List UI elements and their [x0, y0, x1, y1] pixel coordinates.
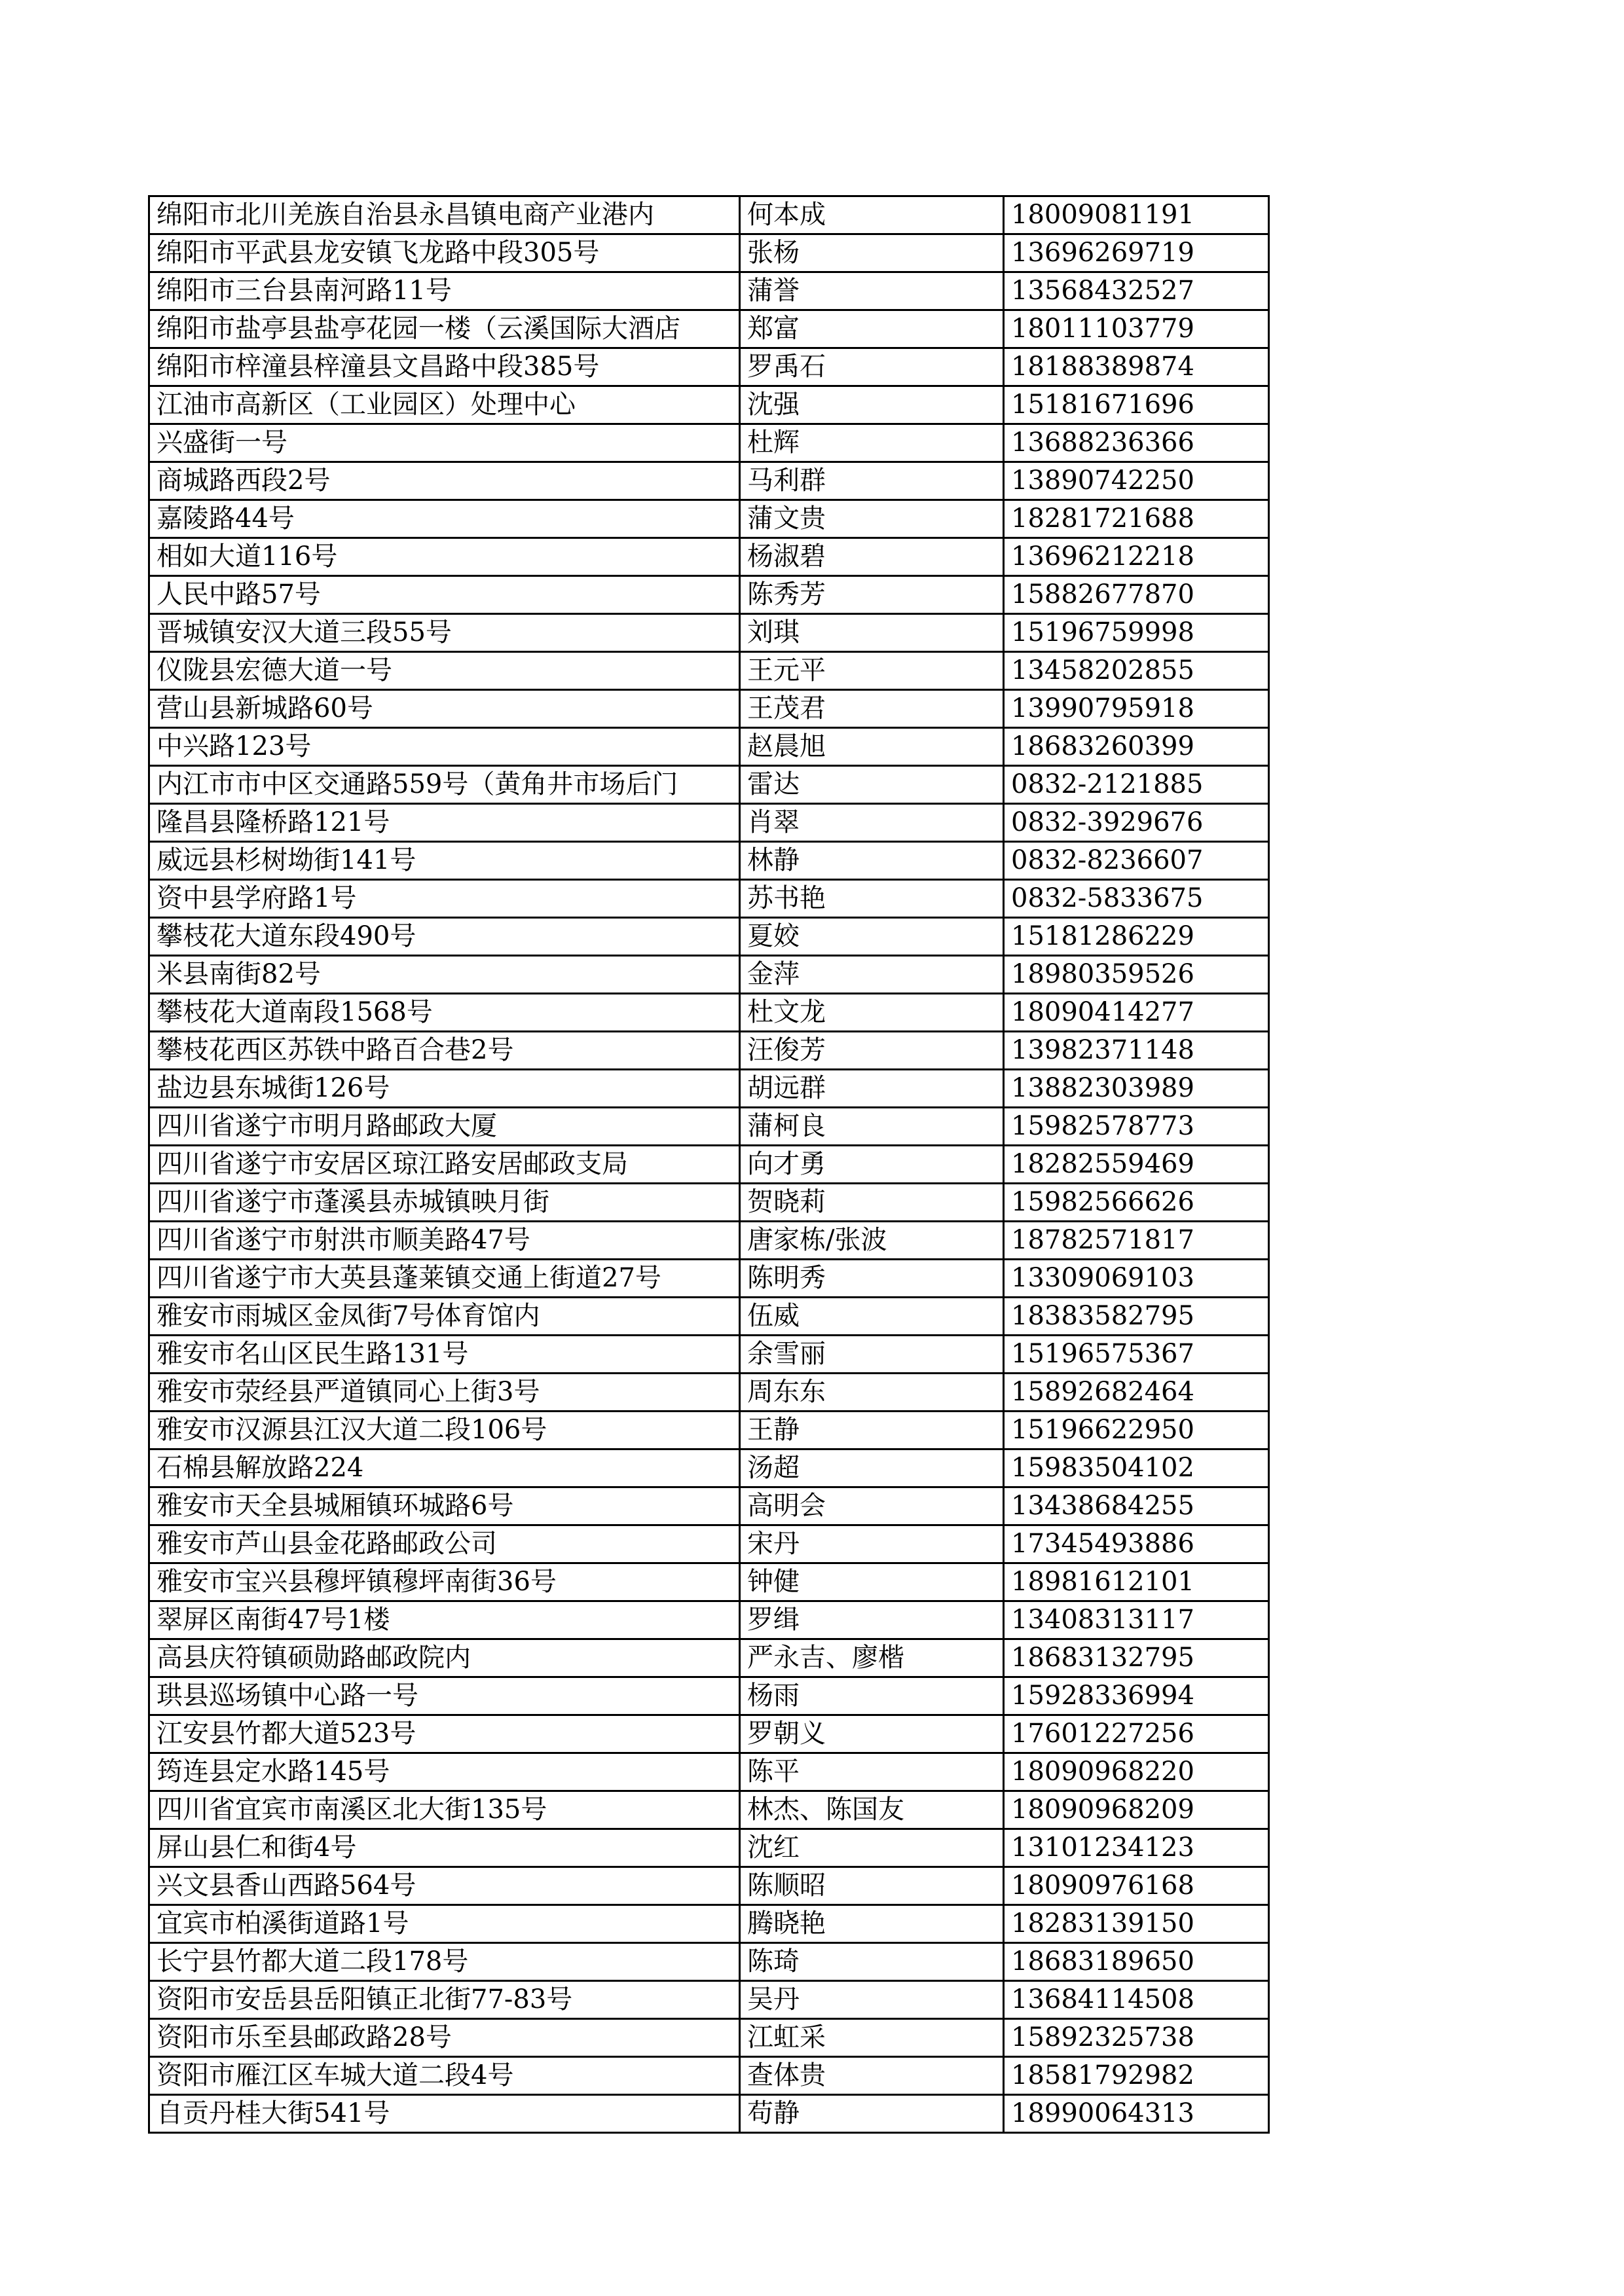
contact-name-cell[interactable]: 蒲柯良	[740, 1108, 1004, 1146]
phone-cell[interactable]: 13309069103	[1004, 1260, 1269, 1298]
contact-name-cell[interactable]: 罗缉	[740, 1601, 1004, 1639]
table-row	[149, 1601, 1269, 1639]
address-cell[interactable]: 盐边县东城街126号	[149, 1070, 740, 1108]
contact-name-cell[interactable]: 杨雨	[740, 1677, 1004, 1715]
table-row	[149, 614, 1269, 652]
contact-name-cell[interactable]: 林静	[740, 842, 1004, 880]
table-row	[149, 1753, 1269, 1791]
contact-name-cell[interactable]: 吴丹	[740, 1981, 1004, 2019]
table-row	[149, 1108, 1269, 1146]
table-row	[149, 576, 1269, 614]
table-row	[149, 1032, 1269, 1070]
phone-cell[interactable]: 18283139150	[1004, 1905, 1269, 1943]
table-row	[149, 1184, 1269, 1222]
phone-cell[interactable]: 15928336994	[1004, 1677, 1269, 1715]
table-row	[149, 880, 1269, 918]
contact-name-cell[interactable]: 王元平	[740, 652, 1004, 690]
address-cell[interactable]: 四川省宜宾市南溪区北大街135号	[149, 1791, 740, 1829]
phone-cell[interactable]: 0832-5833675	[1004, 880, 1269, 918]
address-cell[interactable]: 米县南街82号	[149, 956, 740, 994]
table-row	[149, 1070, 1269, 1108]
table-row	[149, 272, 1269, 310]
table-row	[149, 234, 1269, 272]
address-cell[interactable]: 石棉县解放路224	[149, 1449, 740, 1487]
contact-name-cell[interactable]: 肖翠	[740, 804, 1004, 842]
address-cell[interactable]: 仪陇县宏德大道一号	[149, 652, 740, 690]
phone-cell[interactable]: 18011103779	[1004, 310, 1269, 348]
phone-cell[interactable]: 0832-8236607	[1004, 842, 1269, 880]
contact-name-cell[interactable]: 何本成	[740, 196, 1004, 234]
table-row	[149, 424, 1269, 462]
address-cell[interactable]: 长宁县竹都大道二段178号	[149, 1943, 740, 1981]
contact-name-cell[interactable]: 汤超	[740, 1449, 1004, 1487]
address-cell[interactable]: 雅安市天全县城厢镇环城路6号	[149, 1487, 740, 1525]
phone-cell[interactable]: 18683132795	[1004, 1639, 1269, 1677]
contact-name-cell[interactable]: 夏姣	[740, 918, 1004, 956]
phone-cell[interactable]: 13882303989	[1004, 1070, 1269, 1108]
phone-cell[interactable]: 0832-3929676	[1004, 804, 1269, 842]
table-row	[149, 1639, 1269, 1677]
address-cell[interactable]: 威远县杉树坳街141号	[149, 842, 740, 880]
table-row	[149, 1412, 1269, 1449]
contact-name-cell[interactable]: 腾晓艳	[740, 1905, 1004, 1943]
address-cell[interactable]: 四川省遂宁市蓬溪县赤城镇映月街	[149, 1184, 740, 1222]
address-cell[interactable]: 绵阳市盐亭县盐亭花园一楼（云溪国际大酒店	[149, 310, 740, 348]
address-cell[interactable]: 绵阳市三台县南河路11号	[149, 272, 740, 310]
phone-cell[interactable]: 18188389874	[1004, 348, 1269, 386]
phone-cell[interactable]: 13982371148	[1004, 1032, 1269, 1070]
address-cell[interactable]: 屏山县仁和街4号	[149, 1829, 740, 1867]
phone-cell[interactable]: 18282559469	[1004, 1146, 1269, 1184]
contact-table	[148, 195, 1270, 2134]
contact-name-cell[interactable]: 赵晨旭	[740, 728, 1004, 766]
table-row	[149, 994, 1269, 1032]
contact-name-cell[interactable]: 陈明秀	[740, 1260, 1004, 1298]
address-cell[interactable]: 雅安市芦山县金花路邮政公司	[149, 1525, 740, 1563]
table-row	[149, 1905, 1269, 1943]
table-row	[149, 1487, 1269, 1525]
contact-name-cell[interactable]: 伍威	[740, 1298, 1004, 1336]
contact-name-cell[interactable]: 周东东	[740, 1374, 1004, 1412]
contact-name-cell[interactable]: 王茂君	[740, 690, 1004, 728]
phone-cell[interactable]: 18990064313	[1004, 2095, 1269, 2133]
address-cell[interactable]: 雅安市宝兴县穆坪镇穆坪南街36号	[149, 1563, 740, 1601]
phone-cell[interactable]: 18980359526	[1004, 956, 1269, 994]
phone-cell[interactable]: 13408313117	[1004, 1601, 1269, 1639]
address-cell[interactable]: 雅安市荥经县严道镇同心上街3号	[149, 1374, 740, 1412]
phone-cell[interactable]: 18683260399	[1004, 728, 1269, 766]
table-row	[149, 2095, 1269, 2133]
contact-name-cell[interactable]: 向才勇	[740, 1146, 1004, 1184]
phone-cell[interactable]: 13990795918	[1004, 690, 1269, 728]
table-row	[149, 1563, 1269, 1601]
contact-name-cell[interactable]: 贺晓莉	[740, 1184, 1004, 1222]
contact-name-cell[interactable]: 杜辉	[740, 424, 1004, 462]
phone-cell[interactable]: 18581792982	[1004, 2057, 1269, 2095]
address-cell[interactable]: 翠屏区南街47号1楼	[149, 1601, 740, 1639]
address-cell[interactable]: 雅安市名山区民生路131号	[149, 1336, 740, 1374]
address-cell[interactable]: 四川省遂宁市大英县蓬莱镇交通上街道27号	[149, 1260, 740, 1298]
address-cell[interactable]: 绵阳市北川羌族自治县永昌镇电商产业港内	[149, 196, 740, 234]
address-cell[interactable]: 绵阳市梓潼县梓潼县文昌路中段385号	[149, 348, 740, 386]
contact-name-cell[interactable]: 陈平	[740, 1753, 1004, 1791]
address-cell[interactable]: 珙县巡场镇中心路一号	[149, 1677, 740, 1715]
phone-cell[interactable]: 15983504102	[1004, 1449, 1269, 1487]
spreadsheet-page	[148, 195, 1268, 2134]
phone-cell[interactable]: 13438684255	[1004, 1487, 1269, 1525]
phone-cell[interactable]: 18683189650	[1004, 1943, 1269, 1981]
contact-name-cell[interactable]: 唐家栋/张波	[740, 1222, 1004, 1260]
contact-name-cell[interactable]: 宋丹	[740, 1525, 1004, 1563]
address-cell[interactable]: 攀枝花西区苏铁中路百合巷2号	[149, 1032, 740, 1070]
address-cell[interactable]: 嘉陵路44号	[149, 500, 740, 538]
table-row	[149, 1222, 1269, 1260]
contact-name-cell[interactable]: 陈琦	[740, 1943, 1004, 1981]
phone-cell[interactable]: 18009081191	[1004, 196, 1269, 234]
contact-name-cell[interactable]: 罗禹石	[740, 348, 1004, 386]
contact-name-cell[interactable]: 雷达	[740, 766, 1004, 804]
table-row	[149, 1677, 1269, 1715]
table-row	[149, 690, 1269, 728]
address-cell[interactable]: 四川省遂宁市射洪市顺美路47号	[149, 1222, 740, 1260]
contact-name-cell[interactable]: 钟健	[740, 1563, 1004, 1601]
table-row	[149, 766, 1269, 804]
table-row	[149, 652, 1269, 690]
address-cell[interactable]: 攀枝花大道东段490号	[149, 918, 740, 956]
table-row	[149, 2057, 1269, 2095]
contact-name-cell[interactable]: 严永吉、廖楷	[740, 1639, 1004, 1677]
address-cell[interactable]: 高县庆符镇硕勋路邮政院内	[149, 1639, 740, 1677]
address-cell[interactable]: 商城路西段2号	[149, 462, 740, 500]
contact-name-cell[interactable]: 沈红	[740, 1829, 1004, 1867]
contact-name-cell[interactable]: 陈秀芳	[740, 576, 1004, 614]
table-row	[149, 1146, 1269, 1184]
address-cell[interactable]: 攀枝花大道南段1568号	[149, 994, 740, 1032]
table-row	[149, 842, 1269, 880]
contact-name-cell[interactable]: 杨淑碧	[740, 538, 1004, 576]
contact-name-cell[interactable]: 王静	[740, 1412, 1004, 1449]
address-cell[interactable]: 相如大道116号	[149, 538, 740, 576]
table-row	[149, 1298, 1269, 1336]
table-row	[149, 1260, 1269, 1298]
table-row	[149, 728, 1269, 766]
phone-cell[interactable]: 15982578773	[1004, 1108, 1269, 1146]
phone-cell[interactable]: 15196622950	[1004, 1412, 1269, 1449]
address-cell[interactable]: 资中县学府路1号	[149, 880, 740, 918]
address-cell[interactable]: 资阳市乐至县邮政路28号	[149, 2019, 740, 2057]
table-row	[149, 310, 1269, 348]
table-row	[149, 1336, 1269, 1374]
table-row	[149, 538, 1269, 576]
contact-name-cell[interactable]: 杜文龙	[740, 994, 1004, 1032]
phone-cell[interactable]: 13890742250	[1004, 462, 1269, 500]
table-row	[149, 956, 1269, 994]
phone-cell[interactable]: 13101234123	[1004, 1829, 1269, 1867]
table-row	[149, 1449, 1269, 1487]
address-cell[interactable]: 雅安市汉源县江汉大道二段106号	[149, 1412, 740, 1449]
phone-cell[interactable]: 18281721688	[1004, 500, 1269, 538]
table-row	[149, 500, 1269, 538]
address-cell[interactable]: 隆昌县隆桥路121号	[149, 804, 740, 842]
phone-cell[interactable]: 15181671696	[1004, 386, 1269, 424]
phone-cell[interactable]: 0832-2121885	[1004, 766, 1269, 804]
address-cell[interactable]: 晋城镇安汉大道三段55号	[149, 614, 740, 652]
table-row	[149, 1829, 1269, 1867]
address-cell[interactable]: 四川省遂宁市明月路邮政大厦	[149, 1108, 740, 1146]
phone-cell[interactable]: 13458202855	[1004, 652, 1269, 690]
address-cell[interactable]: 自贡丹桂大街541号	[149, 2095, 740, 2133]
table-row	[149, 1374, 1269, 1412]
contact-name-cell[interactable]: 汪俊芳	[740, 1032, 1004, 1070]
table-row	[149, 348, 1269, 386]
contact-name-cell[interactable]: 沈强	[740, 386, 1004, 424]
contact-table-body	[149, 196, 1269, 2133]
contact-name-cell[interactable]: 罗朝义	[740, 1715, 1004, 1753]
address-cell[interactable]: 内江市市中区交通路559号（黄角井市场后门	[149, 766, 740, 804]
address-cell[interactable]: 江安县竹都大道523号	[149, 1715, 740, 1753]
phone-cell[interactable]: 18090976168	[1004, 1867, 1269, 1905]
phone-cell[interactable]: 13568432527	[1004, 272, 1269, 310]
address-cell[interactable]: 营山县新城路60号	[149, 690, 740, 728]
table-row	[149, 1943, 1269, 1981]
phone-cell[interactable]: 17601227256	[1004, 1715, 1269, 1753]
contact-name-cell[interactable]: 高明会	[740, 1487, 1004, 1525]
phone-cell[interactable]: 13696212218	[1004, 538, 1269, 576]
address-cell[interactable]: 江油市高新区（工业园区）处理中心	[149, 386, 740, 424]
contact-name-cell[interactable]: 苟静	[740, 2095, 1004, 2133]
phone-cell[interactable]: 15882677870	[1004, 576, 1269, 614]
phone-cell[interactable]: 15181286229	[1004, 918, 1269, 956]
table-row	[149, 1867, 1269, 1905]
contact-name-cell[interactable]: 蒲文贵	[740, 500, 1004, 538]
contact-name-cell[interactable]: 胡远群	[740, 1070, 1004, 1108]
address-cell[interactable]: 筠连县定水路145号	[149, 1753, 740, 1791]
table-row	[149, 804, 1269, 842]
address-cell[interactable]: 四川省遂宁市安居区琼江路安居邮政支局	[149, 1146, 740, 1184]
phone-cell[interactable]: 18090414277	[1004, 994, 1269, 1032]
phone-cell[interactable]: 17345493886	[1004, 1525, 1269, 1563]
contact-name-cell[interactable]: 陈顺昭	[740, 1867, 1004, 1905]
table-row	[149, 1981, 1269, 2019]
phone-cell[interactable]: 13696269719	[1004, 234, 1269, 272]
contact-name-cell[interactable]: 刘琪	[740, 614, 1004, 652]
contact-name-cell[interactable]: 张杨	[740, 234, 1004, 272]
address-cell[interactable]: 雅安市雨城区金凤街7号体育馆内	[149, 1298, 740, 1336]
table-row	[149, 386, 1269, 424]
phone-cell[interactable]: 15982566626	[1004, 1184, 1269, 1222]
phone-cell[interactable]: 18090968209	[1004, 1791, 1269, 1829]
table-row	[149, 1525, 1269, 1563]
address-cell[interactable]: 资阳市雁江区车城大道二段4号	[149, 2057, 740, 2095]
table-row	[149, 462, 1269, 500]
table-row	[149, 1791, 1269, 1829]
contact-name-cell[interactable]: 余雪丽	[740, 1336, 1004, 1374]
address-cell[interactable]: 宜宾市柏溪街道路1号	[149, 1905, 740, 1943]
table-row	[149, 1715, 1269, 1753]
contact-name-cell[interactable]: 金萍	[740, 956, 1004, 994]
contact-name-cell[interactable]: 江虹采	[740, 2019, 1004, 2057]
phone-cell[interactable]: 18090968220	[1004, 1753, 1269, 1791]
table-row	[149, 918, 1269, 956]
contact-name-cell[interactable]: 马利群	[740, 462, 1004, 500]
contact-name-cell[interactable]: 查体贵	[740, 2057, 1004, 2095]
contact-name-cell[interactable]: 林杰、陈国友	[740, 1791, 1004, 1829]
phone-cell[interactable]: 13688236366	[1004, 424, 1269, 462]
table-row	[149, 2019, 1269, 2057]
address-cell[interactable]: 兴文县香山西路564号	[149, 1867, 740, 1905]
address-cell[interactable]: 绵阳市平武县龙安镇飞龙路中段305号	[149, 234, 740, 272]
phone-cell[interactable]: 18782571817	[1004, 1222, 1269, 1260]
phone-cell[interactable]: 13684114508	[1004, 1981, 1269, 2019]
phone-cell[interactable]: 15892325738	[1004, 2019, 1269, 2057]
address-cell[interactable]: 资阳市安岳县岳阳镇正北街77-83号	[149, 1981, 740, 2019]
address-cell[interactable]: 人民中路57号	[149, 576, 740, 614]
address-cell[interactable]: 中兴路123号	[149, 728, 740, 766]
phone-cell[interactable]: 18383582795	[1004, 1298, 1269, 1336]
phone-cell[interactable]: 15892682464	[1004, 1374, 1269, 1412]
contact-name-cell[interactable]: 苏书艳	[740, 880, 1004, 918]
phone-cell[interactable]: 15196759998	[1004, 614, 1269, 652]
contact-name-cell[interactable]: 郑富	[740, 310, 1004, 348]
table-row	[149, 196, 1269, 234]
contact-name-cell[interactable]: 蒲誉	[740, 272, 1004, 310]
address-cell[interactable]: 兴盛街一号	[149, 424, 740, 462]
phone-cell[interactable]: 15196575367	[1004, 1336, 1269, 1374]
phone-cell[interactable]: 18981612101	[1004, 1563, 1269, 1601]
